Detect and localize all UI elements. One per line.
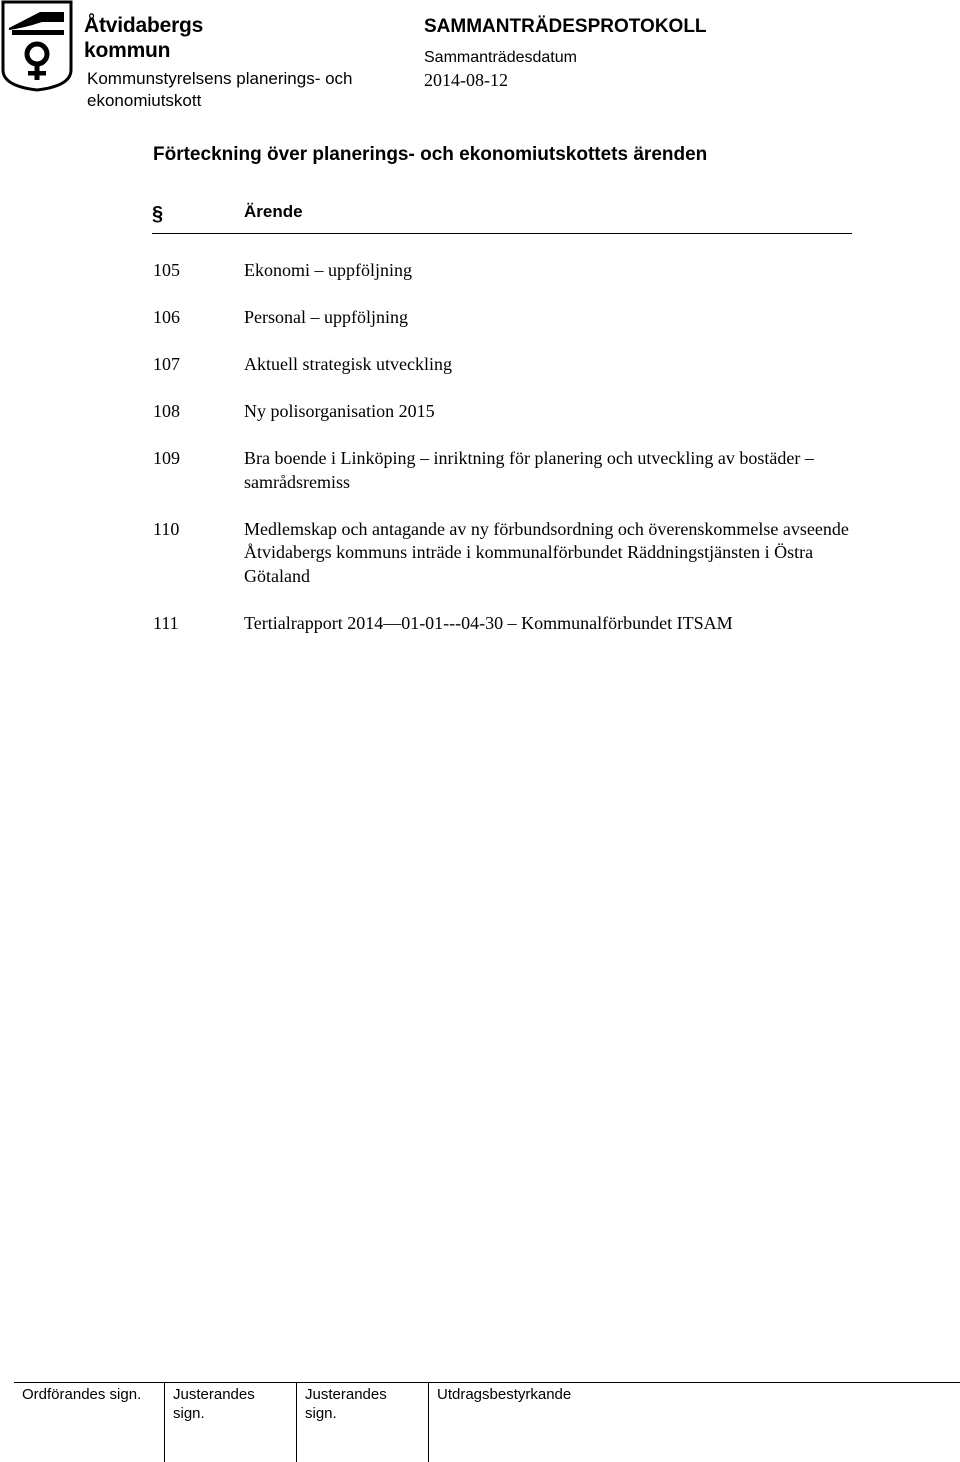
- item-number: 108: [153, 401, 180, 421]
- municipality-name-line2: kommun: [84, 39, 171, 62]
- item-text: Personal – uppföljning: [244, 307, 408, 327]
- matter-list: [153, 259, 853, 659]
- item-text: Medlemskap och antagande av ny förbundsordning och överenskommelse avseende Åtvidabergs kommuns inträde i kommunalförbundet Räddningstjänsten i Östra Götaland: [244, 518, 849, 586]
- chair-signature-cell: [14, 1383, 164, 1462]
- list-item: [153, 518, 853, 589]
- chair-signature-label: Ordförandes sign.: [22, 1386, 142, 1403]
- adjuster2-signature-label: Justerandes sign.: [305, 1386, 387, 1422]
- committee-name: [87, 68, 353, 112]
- adjuster2-signature-cell: [296, 1383, 428, 1462]
- item-text: Bra boende i Linköping – inriktning för planering och utveckling av bostäder – samrådsremiss: [244, 448, 814, 492]
- committee-name-line1: Kommunstyrelsens planerings- och: [87, 69, 353, 88]
- adjuster1-signature-label: Justerandes sign.: [173, 1386, 255, 1422]
- item-text: Tertialrapport 2014—01-01---04-30 – Kommunalförbundet ITSAM: [244, 612, 733, 633]
- item-number: 107: [153, 354, 180, 374]
- list-item: [153, 612, 853, 636]
- item-number: 105: [153, 260, 180, 280]
- list-item: [153, 447, 853, 494]
- extract-certifier-label: Utdragsbestyrkande: [437, 1386, 572, 1403]
- item-text: Ekonomi – uppföljning: [244, 260, 412, 280]
- item-text: Aktuell strategisk utveckling: [244, 354, 452, 374]
- item-number: 106: [153, 307, 180, 327]
- list-item: [153, 259, 853, 283]
- municipality-name: [84, 13, 203, 63]
- meeting-date-label: Sammanträdesdatum: [424, 49, 577, 66]
- signature-table: [14, 1382, 960, 1462]
- list-item: [153, 353, 853, 377]
- item-number: 110: [153, 518, 180, 539]
- list-item: [153, 400, 853, 424]
- meeting-date: 2014-08-12: [424, 70, 508, 90]
- adjuster1-signature-cell: [164, 1383, 296, 1462]
- document-type: SAMMANTRÄDESPROTOKOLL: [424, 16, 707, 37]
- municipality-logo: [0, 0, 74, 92]
- municipality-name-line1: Åtvidabergs: [84, 14, 204, 37]
- extract-certifier-cell: [428, 1383, 960, 1462]
- list-item: [153, 306, 853, 330]
- header-divider: [152, 233, 852, 234]
- item-number: 109: [153, 448, 180, 468]
- item-number: 111: [153, 612, 179, 633]
- committee-name-line2: ekonomiutskott: [87, 91, 202, 110]
- page-title: Förteckning över planerings- och ekonomiutskottets ärenden: [153, 144, 708, 165]
- item-text: Ny polisorganisation 2015: [244, 401, 435, 421]
- section-column-header: §: [152, 203, 164, 225]
- matter-column-header: Ärende: [244, 202, 303, 221]
